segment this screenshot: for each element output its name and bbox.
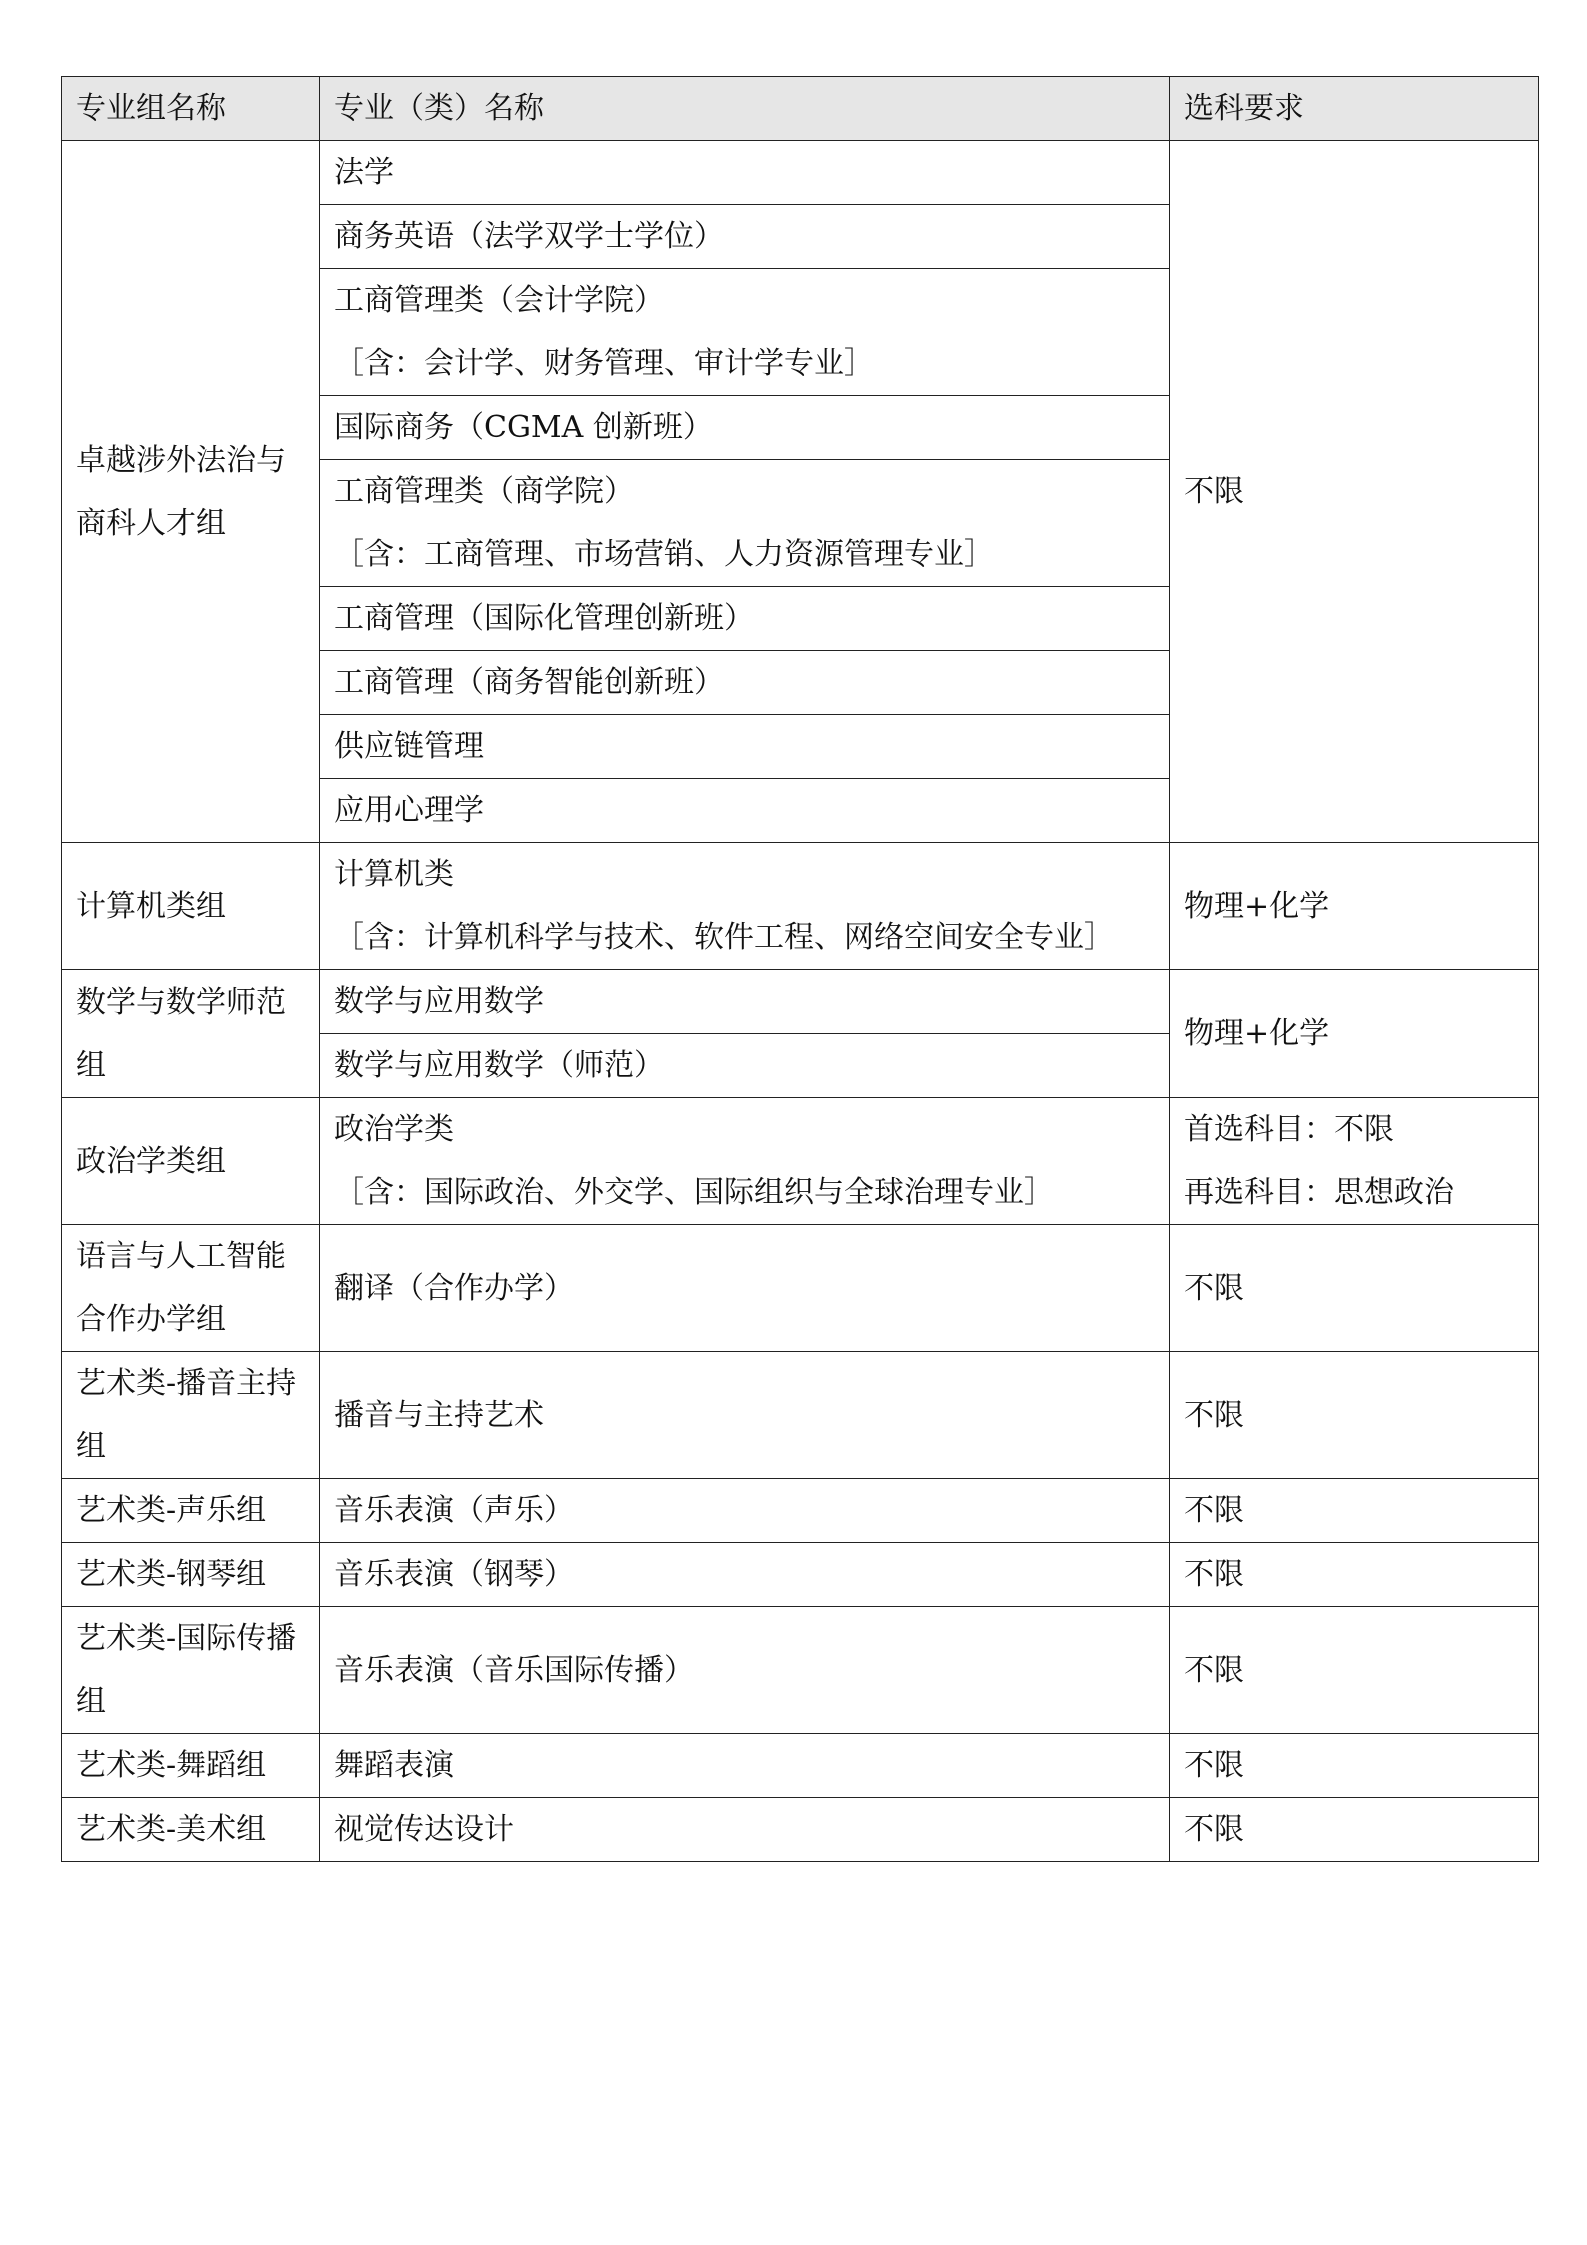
major-name: 工商管理（商务智能创新班） [334,665,724,700]
subject-requirement: 不限 [1184,1652,1244,1688]
major-name-cell [320,1798,1170,1862]
major-name: 工商管理类（会计学院） [334,283,664,318]
major-name: 音乐表演（声乐） [334,1493,574,1528]
major-name-cell [320,651,1170,715]
major-name: 音乐表演（钢琴） [334,1557,574,1592]
major-name: 供应链管理 [334,729,484,764]
major-name-cell [320,141,1170,205]
subject-requirement: 物理+化学 [1184,888,1330,924]
table-row [62,1352,1539,1479]
group-name-cell: 艺术类-国际传播组 [62,1607,320,1734]
major-name: 商务英语（法学双学士学位） [334,219,724,254]
group-name-cell: 艺术类-舞蹈组 [62,1734,320,1798]
table-row [62,1734,1539,1798]
major-name: 数学与应用数学（师范） [334,1048,664,1083]
major-name: 政治学类 [334,1112,454,1147]
group-name-cell: 政治学类组 [62,1098,320,1225]
major-name: 音乐表演（音乐国际传播） [334,1652,694,1688]
subject-requirement: 再选科目：思想政治 [1184,1175,1454,1210]
major-name: 工商管理类（商学院） [334,474,634,509]
subject-requirement-cell [1170,970,1539,1098]
major-name: 应用心理学 [334,793,484,828]
table-row [62,1607,1539,1734]
table-row [62,1225,1539,1352]
major-name-cell [320,1352,1170,1479]
major-name: 工商管理（国际化管理创新班） [334,601,754,636]
major-subfields: ［含：会计学、财务管理、审计学专业］ [334,346,874,381]
table-row [62,843,1539,970]
group-name-cell: 艺术类-美术组 [62,1798,320,1862]
major-name: 播音与主持艺术 [334,1397,544,1433]
document-page [61,76,1538,1862]
subject-requirement: 首选科目：不限 [1184,1112,1394,1147]
subject-requirement: 不限 [1184,1557,1244,1592]
group-name-cell: 卓越涉外法治与商科人才组 [62,141,320,843]
subject-requirement-cell [1170,1225,1539,1352]
major-name-cell [320,1543,1170,1607]
major-name-cell [320,843,1170,970]
table-row [62,1098,1539,1225]
major-name: 舞蹈表演 [334,1748,454,1783]
major-name-cell [320,715,1170,779]
header-subject-requirement: 选科要求 [1170,77,1539,141]
table-row [62,1543,1539,1607]
subject-requirement: 不限 [1184,1748,1244,1783]
group-name-cell: 计算机类组 [62,843,320,970]
subject-requirement-cell [1170,1098,1539,1225]
major-name-cell [320,1225,1170,1352]
major-name: 翻译（合作办学） [334,1270,574,1306]
subject-requirement: 不限 [1184,1812,1244,1847]
major-name: 计算机类 [334,857,454,892]
major-name-cell [320,1607,1170,1734]
major-name-cell [320,970,1170,1034]
group-name-cell: 艺术类-钢琴组 [62,1543,320,1607]
header-major-name: 专业（类）名称 [320,77,1170,141]
major-name-cell [320,205,1170,269]
major-group-table [61,76,1539,1862]
group-name-cell: 语言与人工智能合作办学组 [62,1225,320,1352]
table-row [62,1798,1539,1862]
table-body [62,141,1539,1862]
major-subfields: ［含：国际政治、外交学、国际组织与全球治理专业］ [334,1175,1054,1210]
major-name: 视觉传达设计 [334,1812,514,1847]
major-subfields: ［含：工商管理、市场营销、人力资源管理专业］ [334,537,994,572]
table-row [62,141,1539,205]
major-name-cell [320,1734,1170,1798]
subject-requirement-cell [1170,141,1539,843]
major-name-cell [320,1479,1170,1543]
subject-requirement-cell [1170,1734,1539,1798]
major-name: 国际商务（CGMA 创新班） [334,410,713,445]
major-name-cell [320,1034,1170,1098]
subject-requirement: 不限 [1184,1270,1244,1306]
table-row [62,1479,1539,1543]
subject-requirement-cell [1170,1607,1539,1734]
subject-requirement-cell [1170,1798,1539,1862]
major-name-cell [320,779,1170,843]
table-header-row [62,77,1539,141]
subject-requirement: 物理+化学 [1184,1016,1330,1051]
table-row [62,970,1539,1034]
subject-requirement-cell [1170,1479,1539,1543]
subject-requirement-cell [1170,1543,1539,1607]
header-group-name: 专业组名称 [62,77,320,141]
major-name-cell [320,587,1170,651]
major-name: 法学 [334,155,394,190]
group-name-cell: 艺术类-声乐组 [62,1479,320,1543]
group-name-cell: 数学与数学师范组 [62,970,320,1098]
subject-requirement: 不限 [1184,1397,1244,1433]
major-name-cell [320,1098,1170,1225]
subject-requirement: 不限 [1184,1493,1244,1528]
group-name-cell: 艺术类-播音主持组 [62,1352,320,1479]
major-name-cell [320,269,1170,396]
major-name: 数学与应用数学 [334,984,544,1019]
major-name-cell [320,396,1170,460]
subject-requirement-cell [1170,843,1539,970]
subject-requirement-cell [1170,1352,1539,1479]
major-subfields: ［含：计算机科学与技术、软件工程、网络空间安全专业］ [334,920,1114,955]
subject-requirement: 不限 [1184,474,1244,509]
major-name-cell [320,460,1170,587]
